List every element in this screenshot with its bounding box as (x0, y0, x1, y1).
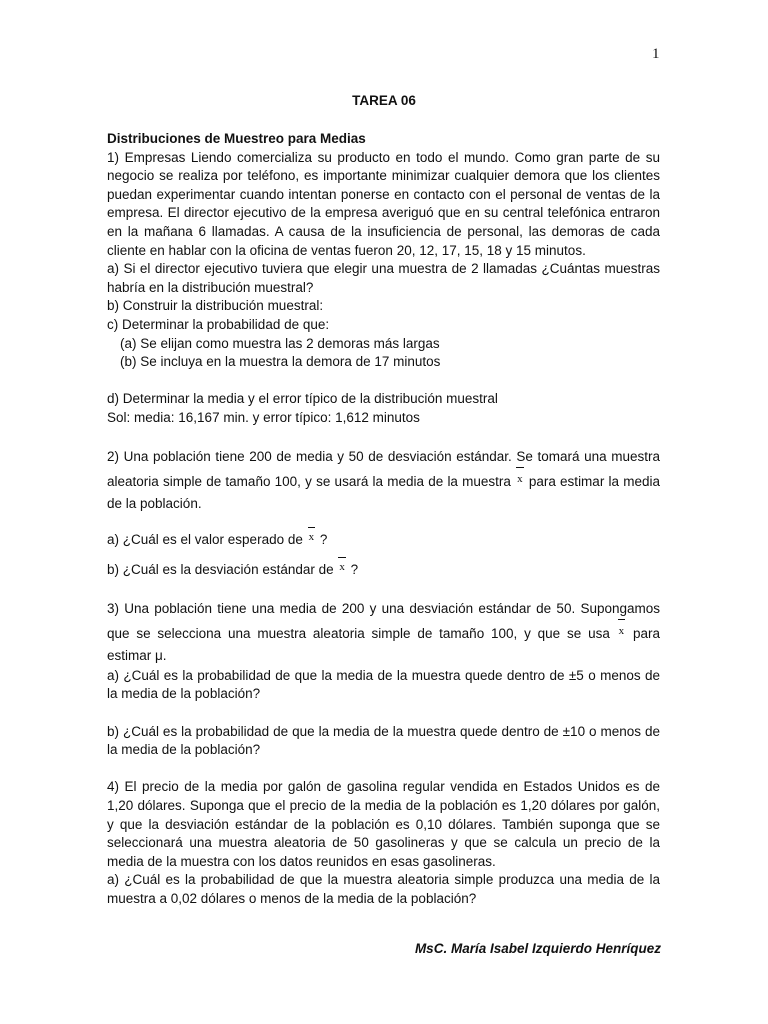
problem-2-question-b-text: b) ¿Cuál es la desviación estándar de (107, 561, 338, 577)
problem-1-question-c-a: (a) Se elijan como muestra las 2 demoras más largas (120, 335, 440, 351)
problem-2-question-a-text: a) ¿Cuál es el valor esperado de (107, 532, 307, 548)
problem-2-intro (107, 446, 660, 515)
problem-1-intro: 1) Empresas Liendo comercializa su producto en todo el mundo. Como gran parte de su negocio se realiza por teléfono, es importante minimizar cualquier demora que los clientes puedan experimentar cuando intentan ponerse en contacto con el personal de ventas de la empresa. El director ejecutivo de la empresa averiguó que en su central telefónica entraron en la mañana 6 llamadas. A causa de la insuficiencia de personal, las demoras de cada cliente en hablar con la oficina de ventas fueron 20, 12, 17, 15, 18 y 15 minutos. (107, 149, 660, 258)
problem-1-question-c-b: (b) Se incluya en la muestra la demora de 17 minutos (120, 354, 441, 370)
problem-1-question-a: a) Si el director ejecutivo tuviera que elegir una muestra de 2 llamadas ¿Cuántas muestras habría en la distribución muestral? (107, 261, 660, 295)
problem-1-question-b: b) Construir la distribución muestral: (107, 298, 324, 314)
x-bar-symbol: x (617, 620, 627, 642)
problem-2-question-a (107, 528, 660, 550)
problem-1-question-d: d) Determinar la media y el error típico de la distribución muestral (107, 391, 498, 407)
problem-2-question-b (107, 558, 660, 580)
problem-3-question-b: b) ¿Cuál es la probabilidad de que la media de la muestra quede dentro de ±10 o menos de la media de la población? (107, 723, 660, 758)
problem-1-question-c: c) Determinar la probabilidad de que: (107, 316, 330, 332)
x-bar-symbol: x (515, 468, 525, 490)
document-body (107, 130, 660, 909)
problem-4-question-a: a) ¿Cuál es la probabilidad de que la muestra aleatoria simple produzca una media de la muestra a 0,02 dólares o menos de la media de la población? (107, 872, 660, 906)
problem-2-question-b-end: ? (346, 561, 359, 577)
author-signature: MsC. María Isabel Izquierdo Henríquez (414, 941, 661, 956)
problem-3-question-a: a) ¿Cuál es la probabilidad de que la media de la muestra quede dentro de ±5 o menos de la media de la población? (107, 667, 660, 702)
problem-3-intro-text: 3) Una población tiene una media de 200 y una desviación estándar de 50. Supongamos que se selecciona una muestra aleatoria simple de tamaño 100, y que se usa (107, 600, 660, 641)
problem-2-question-a-end: ? (316, 532, 328, 548)
section-title: Distribuciones de Muestreo para Medias (107, 131, 366, 146)
x-bar-symbol: x (307, 528, 317, 547)
problem-1-solution: Sol: media: 16,167 min. y error típico: 1,612 minutos (107, 409, 420, 425)
problem-3-intro-text-end: para estimar μ. (107, 625, 660, 663)
page-title: TAREA 06 (352, 93, 416, 108)
problem-4-intro: 4) El precio de la media por galón de gasolina regular vendida en Estados Unidos es de 1,20 dólares. Suponga que el precio de la media de la población es 1,20 dólares por galón, y que la desviación estándar de la población es 0,10 dólares. También suponga que se seleccionará una muestra aleatoria de 50 gasolineras y que se calcula un precio de la media de la muestra con los datos reunidos en esas gasolineras. (107, 779, 660, 869)
problem-3-intro (107, 598, 660, 667)
page-number: 1 (652, 46, 660, 62)
x-bar-symbol: x (337, 558, 347, 577)
problem-2-intro-text-end: para estimar la media de la población. (107, 474, 660, 512)
problem-2-intro-text: 2) Una población tiene 200 de media y 50 de desviación estándar. Se tomará una muestra aleatoria simple de tamaño 100, y se usará la media de la muestra (107, 449, 660, 490)
